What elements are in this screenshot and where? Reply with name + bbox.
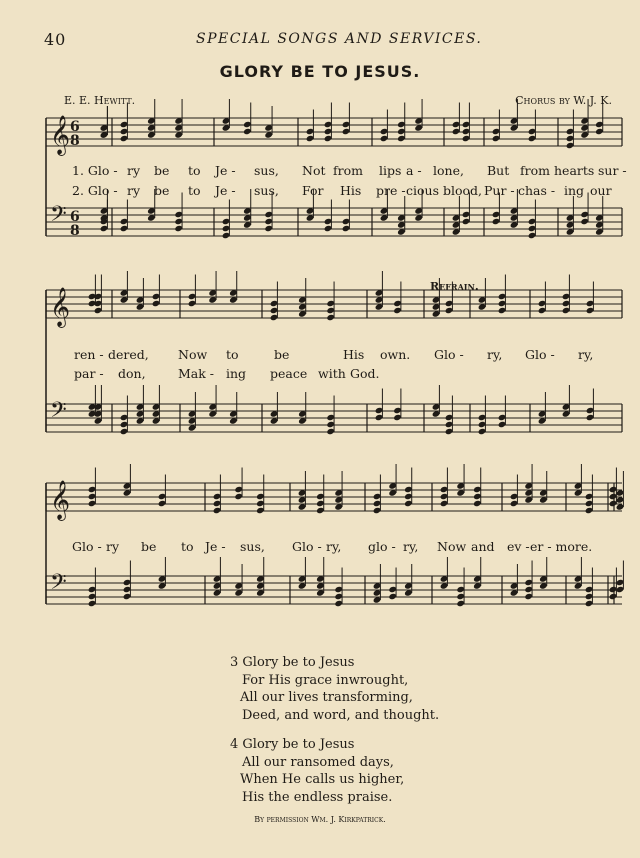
running-title: SPECIAL SONGS AND SERVICES. bbox=[196, 31, 483, 47]
verse-text: All our lives transforming, bbox=[240, 690, 413, 705]
lyric-word: to bbox=[226, 347, 239, 362]
bass-clef-icon: 𝄢 bbox=[50, 398, 67, 428]
lyric-word: hearts bbox=[554, 163, 595, 178]
lyric-word: and bbox=[471, 539, 495, 554]
lyric-word: ry, bbox=[578, 347, 594, 362]
lyric-word: ry, bbox=[487, 347, 503, 362]
lyric-word: ry bbox=[127, 163, 141, 178]
lyric-word: Now bbox=[437, 539, 467, 554]
verse-stanza bbox=[230, 736, 404, 806]
verse-line bbox=[230, 754, 404, 772]
lyric-word: Glo - bbox=[72, 539, 102, 554]
lyric-word: Je - bbox=[205, 539, 226, 554]
lyric-word: sus, bbox=[254, 183, 279, 198]
verse-line bbox=[230, 771, 404, 789]
lyric-word: to bbox=[188, 163, 201, 178]
lyric-word: For bbox=[302, 183, 324, 198]
lyric-word: sur - bbox=[598, 163, 627, 178]
lyric-word: ry bbox=[127, 183, 141, 198]
lyric-word: Pur - bbox=[484, 183, 515, 198]
time-signature-top: 6 bbox=[70, 209, 80, 225]
lyric-word: Je - bbox=[215, 163, 236, 178]
lyric-word: sus, bbox=[254, 163, 279, 178]
lyric-word: our bbox=[590, 183, 612, 198]
lyric-word: from bbox=[333, 163, 363, 178]
lyric-word: be bbox=[154, 183, 170, 198]
verse-stanza bbox=[230, 654, 439, 724]
lyric-word: Glo - bbox=[292, 539, 322, 554]
lyric-word: to bbox=[181, 539, 194, 554]
verse-line bbox=[230, 689, 439, 707]
verse-text: Deed, and word, and thought. bbox=[242, 707, 440, 723]
lyric-word: lips bbox=[379, 163, 402, 178]
clefs-and-signatures bbox=[50, 115, 80, 600]
lyric-word: ry, bbox=[326, 539, 342, 554]
lyric-word: from bbox=[520, 163, 550, 178]
treble-clef-icon: 𝄞 bbox=[50, 115, 71, 155]
bass-clef-icon: 𝄢 bbox=[50, 202, 67, 232]
verse-text: Glory be to Jesus bbox=[242, 737, 355, 752]
lyric-word: a - bbox=[406, 163, 422, 178]
lyric-word: don, bbox=[118, 366, 146, 381]
lyric-word: chas - bbox=[518, 183, 556, 198]
lyric-word: But bbox=[487, 163, 510, 178]
lyric-word: Not bbox=[302, 163, 326, 178]
verse-number: 3 bbox=[230, 655, 239, 670]
composer-credit: Chorus by W. J. K. bbox=[515, 94, 612, 107]
time-signature-top: 6 bbox=[70, 119, 80, 135]
lyric-word: peace bbox=[270, 366, 308, 381]
lyric-word: His bbox=[340, 183, 362, 198]
time-signature-bottom: 8 bbox=[70, 223, 80, 239]
permission-note: By permission Wm. J. Kirkpatrick. bbox=[254, 815, 386, 824]
lyric-word: Glo - bbox=[525, 347, 555, 362]
treble-clef-icon: 𝄞 bbox=[50, 287, 71, 327]
lyric-word: with bbox=[318, 366, 346, 381]
verse-number: 4 bbox=[230, 737, 239, 752]
lyric-word: God. bbox=[350, 366, 380, 381]
page-number: 40 bbox=[44, 30, 67, 49]
bass-clef-icon: 𝄢 bbox=[50, 570, 67, 600]
lyric-word: cious bbox=[406, 183, 439, 198]
barlines bbox=[46, 118, 622, 604]
verse-text: His the endless praise. bbox=[242, 789, 393, 805]
verse-line bbox=[230, 654, 439, 672]
lyric-word: His bbox=[343, 347, 365, 362]
lyric-word: par - bbox=[74, 366, 104, 381]
verse-text: All our ransomed days, bbox=[242, 754, 394, 770]
lyric-word: be bbox=[141, 539, 157, 554]
lyric-word: ry bbox=[106, 539, 120, 554]
verse-line bbox=[230, 789, 404, 807]
refrain-label: Refrain. bbox=[430, 280, 479, 293]
lyric-word: Je - bbox=[215, 183, 236, 198]
lyric-word: own. bbox=[380, 347, 411, 362]
verse-line bbox=[230, 707, 439, 725]
lyric-word: be bbox=[154, 163, 170, 178]
lyric-word: ev - bbox=[507, 539, 530, 554]
lyric-word: glo - bbox=[368, 539, 396, 554]
hymn-title: GLORY BE TO JESUS. bbox=[219, 62, 421, 81]
lyric-word: sus, bbox=[240, 539, 265, 554]
lyric-word: to bbox=[188, 183, 201, 198]
lyric-word: dered, bbox=[108, 347, 149, 362]
verse-text: Glory be to Jesus bbox=[242, 655, 355, 670]
staff-lines bbox=[46, 118, 622, 604]
noteheads bbox=[88, 99, 625, 607]
lyric-word: 2. Glo - bbox=[72, 183, 118, 198]
lyric-word: blood, bbox=[443, 183, 483, 198]
time-signature-bottom: 8 bbox=[70, 133, 80, 149]
verse-text: When He calls us higher, bbox=[240, 772, 405, 787]
verse-line bbox=[230, 672, 439, 690]
lyric-word: ing bbox=[564, 183, 585, 198]
lyric-word: lone, bbox=[433, 163, 464, 178]
lyric-word: 1. Glo - bbox=[72, 163, 118, 178]
lyric-word: Now bbox=[178, 347, 208, 362]
lyric-word: ing bbox=[226, 366, 247, 381]
verse-line bbox=[230, 736, 404, 754]
lyric-word: be bbox=[274, 347, 290, 362]
lyric-word: pre - bbox=[376, 183, 406, 198]
verse-text: For His grace inwrought, bbox=[242, 672, 409, 688]
lyric-word: ry, bbox=[403, 539, 419, 554]
lyric-word: Glo - bbox=[434, 347, 464, 362]
lyric-word: Mak - bbox=[178, 366, 215, 381]
lyric-word: er - more. bbox=[530, 539, 593, 554]
lyric-word: ren - bbox=[74, 347, 104, 362]
treble-clef-icon: 𝄞 bbox=[50, 480, 71, 520]
lyricist-credit: E. E. Hewitt. bbox=[64, 94, 136, 107]
